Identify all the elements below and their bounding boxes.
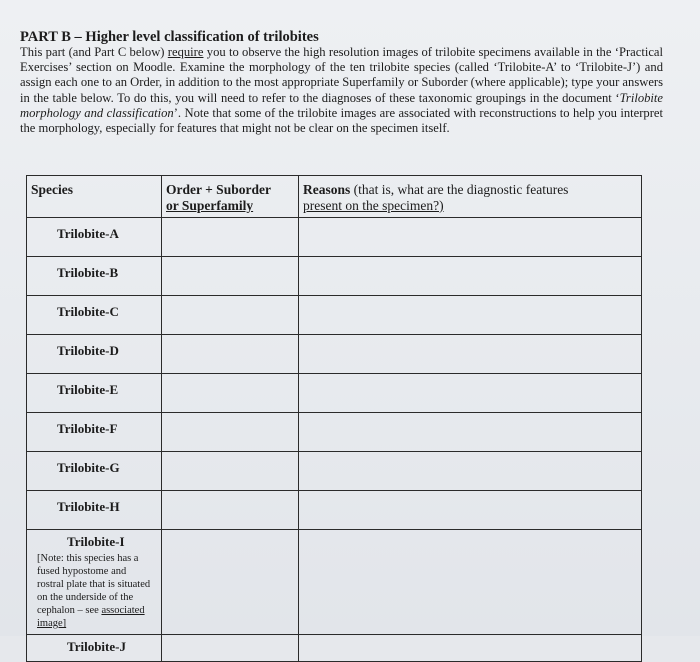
intro-text-body: you to observe the high resolution images of trilobite specimens available in the ‘Practical Exercises’ section on Moodle. Examine the morphology of the ten trilobite species (called ‘Trilobite-A’ to ‘Trilobite-J’) and assign each one to an Order, in addition to the most appropriate Superfamily or Suborder (where applicable); type your answers in the table below. To do this, you will need to refer to the diagnoses of these taxonomic groupings in the document ‘	[20, 45, 663, 105]
reasons-answer-cell[interactable]	[299, 635, 642, 662]
intro-text-lead: This part (and Part C below)	[20, 45, 168, 59]
classification-table	[26, 175, 642, 662]
instructions-paragraph	[20, 45, 663, 136]
table-row	[27, 530, 642, 635]
species-label: Trilobite-B	[57, 265, 119, 280]
species-label: Trilobite-A	[57, 226, 119, 241]
header-species: Species	[27, 176, 162, 218]
section-title: PART B – Higher level classification of trilobites	[20, 29, 319, 45]
species-cell	[27, 530, 162, 635]
species-cell	[27, 635, 162, 662]
order-answer-cell[interactable]	[162, 491, 299, 530]
order-answer-cell[interactable]	[162, 335, 299, 374]
order-answer-cell[interactable]	[162, 635, 299, 662]
table-row	[27, 335, 642, 374]
table-row	[27, 257, 642, 296]
species-label: Trilobite-E	[57, 382, 119, 397]
species-cell	[27, 413, 162, 452]
reasons-answer-cell[interactable]	[299, 413, 642, 452]
table-row	[27, 452, 642, 491]
reasons-answer-cell[interactable]	[299, 452, 642, 491]
species-label: Trilobite-H	[57, 499, 120, 514]
reasons-answer-cell[interactable]	[299, 335, 642, 374]
document-reference: Trilobite morphology and classification	[20, 90, 663, 120]
reasons-answer-cell[interactable]	[299, 491, 642, 530]
species-note: [Note: this species has a fused hypostome and rostral plate that is situated on the underside of the cephalon – see associated image]	[37, 553, 151, 629]
order-answer-cell[interactable]	[162, 218, 299, 257]
table-row	[27, 296, 642, 335]
reasons-answer-cell[interactable]	[299, 218, 642, 257]
species-cell	[27, 491, 162, 530]
reasons-answer-cell[interactable]	[299, 374, 642, 413]
species-cell	[27, 374, 162, 413]
header-reasons: Reasons (that is, what are the diagnostic features present on the specimen?)	[299, 176, 642, 218]
intro-underlined-word: require	[167, 45, 204, 59]
table-header-row	[27, 176, 642, 218]
intro-text-tail: ’. Note that some of the trilobite images are associated with reconstructions to help you interpret the morphology, especially for features that might not be clear on the specimen itself.	[20, 105, 663, 136]
species-cell	[27, 452, 162, 491]
table-row	[27, 413, 642, 452]
table-row	[27, 491, 642, 530]
table-row	[27, 218, 642, 257]
reasons-answer-cell[interactable]	[299, 257, 642, 296]
table-row	[27, 635, 642, 662]
order-answer-cell[interactable]	[162, 413, 299, 452]
species-label: Trilobite-C	[57, 304, 119, 319]
reasons-answer-cell[interactable]	[299, 296, 642, 335]
species-label: Trilobite-J	[67, 639, 126, 654]
species-label: Trilobite-I	[67, 534, 125, 549]
species-cell	[27, 296, 162, 335]
header-order: Order + Suborder or Superfamily	[162, 176, 299, 218]
table-row	[27, 374, 642, 413]
species-label: Trilobite-D	[57, 343, 119, 358]
species-cell	[27, 335, 162, 374]
species-label: Trilobite-G	[57, 460, 120, 475]
reasons-answer-cell[interactable]	[299, 530, 642, 635]
species-cell	[27, 257, 162, 296]
order-answer-cell[interactable]	[162, 530, 299, 635]
order-answer-cell[interactable]	[162, 452, 299, 491]
species-cell	[27, 218, 162, 257]
order-answer-cell[interactable]	[162, 374, 299, 413]
order-answer-cell[interactable]	[162, 296, 299, 335]
species-label: Trilobite-F	[57, 421, 118, 436]
order-answer-cell[interactable]	[162, 257, 299, 296]
